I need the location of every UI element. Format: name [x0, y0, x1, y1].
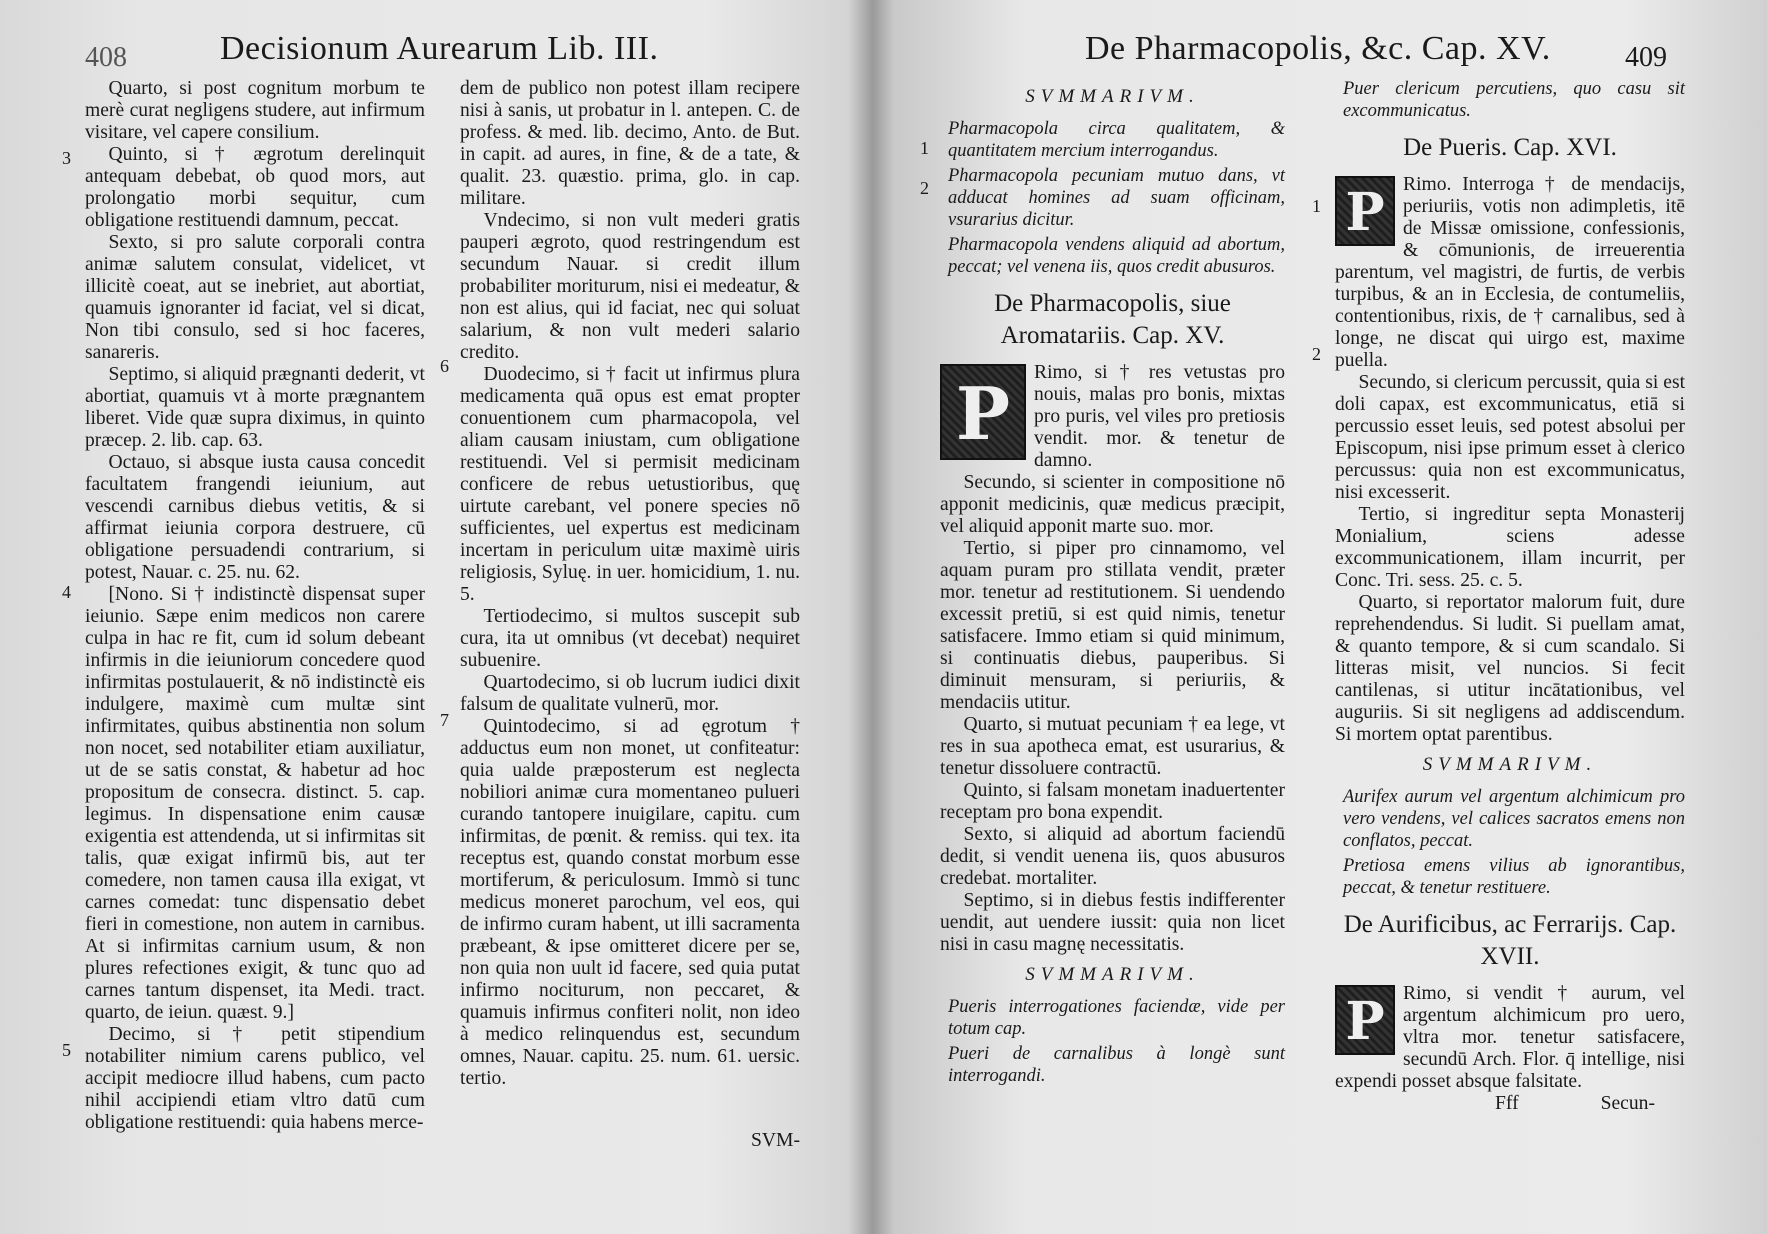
catchword: Secun-	[1600, 1093, 1655, 1114]
paragraph: Quarto, si post cognitum morbum te merè curat negligens studere, aut infirmum visitare, vel capere consilium.	[85, 78, 425, 143]
running-head: Decisionum Aurearum Lib. III.	[220, 30, 659, 67]
margin-number: 4	[62, 582, 71, 602]
chapter-opening	[1335, 983, 1685, 1093]
margin-number: 6	[440, 356, 449, 376]
summarium-title: SVMMARIVM.	[1025, 964, 1200, 985]
paragraph: Septimo, si aliquid prægnanti dederit, vt abortiat, quamuis vt à morte prægnantem liberet. Vide quæ supra diximus, in quinto præcep. 2. lib. cap. 63.	[85, 364, 425, 451]
summarium-item: Pueri de carnalibus à longè sunt interrogandi.	[948, 1044, 1285, 1086]
dropcap-initial: P	[940, 364, 1026, 460]
paragraph: Secundo, si clericum percussit, quia si est doli capax, est excommunicatus, etiā si percussio esset leuis, sed potest absolui per Episcopum, nisi ipse primum esset à clerico percussus: quia non est excommunicatus, nisi excesserit.	[1335, 372, 1686, 503]
paragraph: Rimo. Interroga † de mendacijs, periuriis, votis non adimpletis, itē de Missæ omissione, confessionis, & cōmunionis, de irreuerentia parentum, vel magistri, de furtis, de verbis turpibus, & an in Ecclesia, de contumeliis, contentionibus, rixis, de † carnalibus, sed à longe, ne discat qui uirgo est, maxime puella.	[1335, 174, 1685, 371]
paragraph: Decimo, si † petit stipendium notabiliter nimium carens publico, vel accipit mediocre illud habens, cum pacto nihil accipiendi etiam vltro datū cum obligatione restituendi: quia habens merce-	[85, 1024, 425, 1133]
paragraph: Vndecimo, si non vult mederi gratis pauperi ægroto, quod restringendum est secundum Nauar. si credit illum probabiliter moriturum, nisi ei medeatur, & non est alius, qui id faciat, nec qui soluat salarium, & non vult mederi salario credito.	[460, 210, 800, 363]
summarium-list	[1335, 786, 1685, 899]
margin-number: 2	[920, 178, 929, 198]
dropcap-initial: P	[1335, 176, 1395, 246]
paragraph: Sexto, si aliquid ad abortum faciendū dedit, si vendit uenena iis, quos abusuros credebat. mortaliter.	[940, 824, 1285, 889]
left-column-1	[85, 78, 425, 1134]
paragraph: Quartodecimo, si ob lucrum iudici dixit falsum de qualitate vulnerū, mor.	[460, 672, 800, 715]
paragraph: Octauo, si absque iusta causa concedit facultatem frangendi ieiunium, aut vescendi carnibus diebus vetitis, & si affirmat ieiunia corpora destruere, cū obligatione persuadendi contrarium, si potest, Nauar. c. 25. nu. 62.	[85, 452, 425, 583]
right-page	[880, 0, 1767, 1234]
paragraph: Rimo, si † res vetustas pro nouis, malas pro bonis, mixtas pro puris, vel viles pro pretiosis vendit. mor. & tenetur de damno.	[1034, 362, 1285, 471]
right-column-2	[1335, 78, 1685, 1115]
summarium-list	[940, 118, 1285, 278]
margin-number: 5	[62, 1040, 71, 1060]
margin-number: 7	[440, 710, 449, 730]
margin-number: 3	[62, 148, 71, 168]
right-column-1	[940, 78, 1285, 1090]
running-head: De Pharmacopolis, &c. Cap. XV.	[1085, 30, 1551, 67]
left-column-2	[460, 78, 800, 1152]
paragraph: Quarto, si reportator malorum fuit, dure reprehendendus. Si ludit. Si puellam amat, & quanto tempore, & si cum scandalo. Si litteras misit, vel nuncios. Si fecit cantilenas, si utitur incātationibus, vel auguriis. Si sit negligens ad addiscendum. Si mortem optat parentibus.	[1335, 592, 1685, 745]
summarium-item: Puer clericum percutiens, quo casu sit excommunicatus.	[1343, 79, 1685, 121]
signature-mark: Fff	[1495, 1093, 1519, 1114]
paragraph: [Nono. Si † indistinctè dispensat super ieiunio. Sæpe enim medicos non carere culpa in hac re fit, cum id solum debeant infirmis in die ieiuniorum concedere quod infirmitas postulauerit, & nō indistinctè eis indulgere, maximè cum multæ sint infirmitates, quibus abstinentia non solum non nocet, sed notabiliter etiam auxiliatur, ut de se satis constat, & habetur ad hoc propositum de consecra. distinct. 5. cap. legimus. In dispensatione enim causæ exigentia est attendenda, ut si infirmitas sit talis, quæ exigat infirmū bis, aut ter comedere, non tamen causa illa exigat, vt carnes comedat: tunc dispensatio debet fieri in comestione, non autem in carnibus. At si infirmitas carnium usum, & non plures refectiones exigit, & tunc quo ad carnes tantum dispenset, ita Medi. tract. quarto, de ieiun. quæst. 9.]	[85, 584, 425, 1023]
summarium-item: Pretiosa emens vilius ab ignorantibus, peccat, & tenetur restituere.	[1343, 856, 1685, 898]
paragraph: Septimo, si in diebus festis indifferenter uendit, aut uendere iussit: quia non licet nisi in casu magnę necessitatis.	[940, 890, 1285, 955]
paragraph: Quinto, si † ægrotum derelinquit antequam debebat, ob quod mors, aut prolongatio morbi sequitur, cum obligatione restituendi damnum, peccat.	[85, 144, 425, 231]
paragraph: Tertio, si piper pro cinnamomo, vel aquam puram pro stillata vendit, præter mor. tenetur ad restitutionem. Si uendendo excessit pretiū, si est quid nimis, tenetur satisfacere. Immo etiam si quid minimum, si continuatis diebus, pauperibus. Si diminuit mensuram, si periuriis, & mendaciis utitur.	[940, 538, 1285, 713]
summarium-item: Pueris interrogationes faciendæ, vide per totum cap.	[948, 997, 1285, 1039]
summarium-list	[940, 996, 1285, 1087]
page-number: 408	[85, 42, 127, 73]
summarium-list	[1335, 78, 1685, 122]
paragraph: Quinto, si falsam monetam inaduertenter receptam pro bona expendit.	[940, 780, 1285, 823]
chapter-title: De Aurificibus, ac Ferrarijs. Cap. XVII.	[1343, 911, 1677, 970]
chapter-opening	[940, 362, 1285, 472]
paragraph: Tertio, si ingreditur septa Monasterij Monialium, sciens adesse excommunicationem, illam incurrit, per Conc. Tri. sess. 25. c. 5.	[1335, 504, 1685, 591]
paragraph: Rimo, si vendit † aurum, vel argentum alchimicum pro uero, vltra mor. tenetur satisfacere, secundū Arch. Flor. q̄ intellige, nisi expendi posset absque falsitate.	[1335, 983, 1685, 1092]
dropcap-initial: P	[1335, 985, 1395, 1055]
margin-number: 1	[1312, 196, 1321, 216]
paragraph: Duodecimo, si † facit ut infirmus plura medicamenta quā opus est emat propter conuentionem cum pharmacopola, vel aliam causam iniustam, cum obligatione restituendi. Vel si permisit medicinam conficere de rebus uetustioribus, quę uirtute carebant, vel ponere species nō sufficientes, uel expertus est medicinam incertam in periculum uitæ maximè uiris religiosis, Syluę. in uer. homicidium, 1. nu. 5.	[460, 364, 800, 605]
chapter-title: De Pharmacopolis, siue Aromatariis. Cap. XV.	[994, 290, 1231, 349]
summarium-title: SVMMARIVM.	[1025, 86, 1200, 107]
page-number: 409	[1625, 42, 1667, 73]
catchword: SVM-	[751, 1130, 800, 1151]
paragraph: Secundo, si scienter in compositione nō apponit medicinis, quæ medicus præcipit, vel aliquid apponit marte suo. mor.	[940, 472, 1285, 537]
paragraph: dem de publico non potest illam recipere nisi à sanis, ut probatur in l. antepen. C. de profess. & med. lib. decimo, Anto. de But. in capit. ad aures, in fine, & de a tate, & qualit. 23. quæstio. prima, glo. in cap. militare.	[460, 78, 800, 209]
paragraph: Quarto, si mutuat pecuniam † ea lege, vt res in sua apotheca emat, est usurarius, & tenetur dissoluere contractū.	[940, 714, 1285, 779]
summarium-item: Pharmacopola pecuniam mutuo dans, vt adducat homines ad suam officinam, vsurarius dicitur.	[948, 166, 1285, 230]
paragraph: Quintodecimo, si ad ęgrotum † adductus eum non monet, ut confiteatur: quia ualde præposterum est neglecta nobiliori animæ cura momentaneo pulueri curando tantopere inuigilare, capitu. cum infirmitas, de pœnit. & remiss. qui tex. ita receptus est, quando constat morbum esse mortiferum, & periculosum. Immò si tunc medicus moneret parochum, vel eos, qui de infirmo curam habent, ut illi sacramenta præbeant, & ipse omitteret dicere per se, non quia non uult id facere, sed quia putat infirmo nociturum, non peccaret, & quamuis infirmus confiteri nolit, non ideo à medico relinquendus est, secundum omnes, Nauar. capitu. 25. num. 61. uersic. tertio.	[460, 716, 800, 1089]
chapter-opening	[1335, 174, 1685, 372]
summarium-title: SVMMARIVM.	[1422, 754, 1598, 775]
left-page	[0, 0, 870, 1234]
chapter-title: De Pueris. Cap. XVI.	[1403, 134, 1617, 161]
paragraph: Tertiodecimo, si multos suscepit sub cura, ita ut omnibus (vt decebat) nequiret subuenire.	[460, 606, 800, 671]
margin-number: 2	[1312, 344, 1321, 364]
paragraph: Sexto, si pro salute corporali contra animæ salutem consulat, videlicet, vt illicitè coeat, aut se inebriet, aut abortiat, quamuis ignoranter id faciat, vel si dicat, Non tibi consulo, sed si hoc faceres, sanareris.	[85, 232, 425, 363]
margin-number: 1	[920, 138, 929, 158]
page-footer	[1335, 1093, 1685, 1115]
summarium-item: Pharmacopola vendens aliquid ad abortum, peccat; vel venena iis, quos credit abusuros.	[948, 235, 1285, 277]
summarium-item: Aurifex aurum vel argentum alchimicum pro vero vendens, vel calices sacratos emens non conflatos, peccat.	[1343, 787, 1685, 851]
summarium-item: Pharmacopola circa qualitatem, & quantitatem mercium interrogandus.	[948, 119, 1285, 161]
